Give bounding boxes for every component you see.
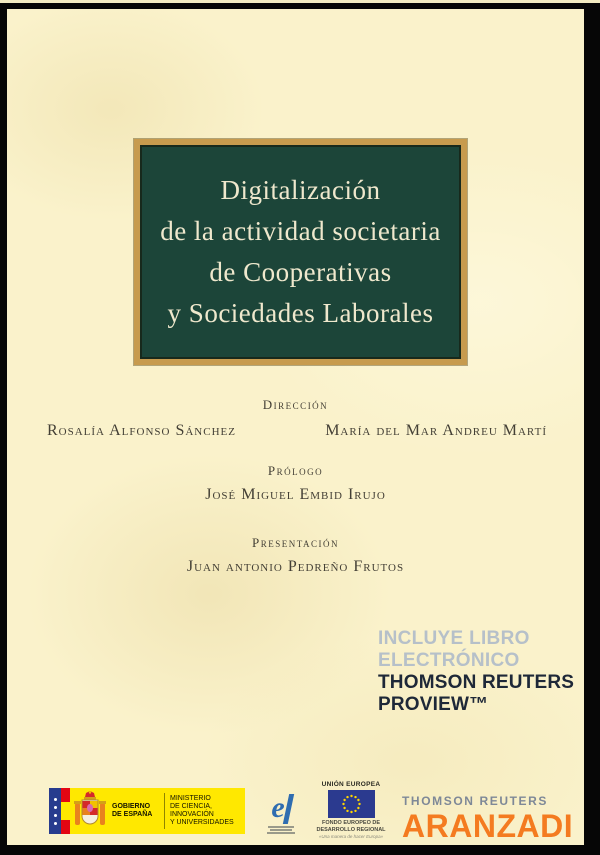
publisher-logo (402, 794, 573, 843)
aei-logo-icon (258, 793, 304, 841)
eu-slogan: «Una manera de hacer Europa» (318, 834, 384, 839)
direction-label: Dirección (262, 397, 329, 412)
union-europea-logo (316, 781, 386, 839)
ministry-name (167, 788, 245, 834)
top-edge-hairline (0, 0, 600, 3)
proview-incluye-line-2: ELECTRÓNICO (378, 650, 520, 671)
eu-stars-strip-icon (49, 788, 61, 834)
book-title-line-4: y Sociedades Laborales (167, 298, 434, 328)
book-title-line-3: de Cooperativas (209, 257, 392, 287)
prologue-author: José Miguel Embid Irujo (205, 486, 386, 503)
ministry-name-line-2: DE CIENCIA, INNOVACIÓN (170, 803, 214, 818)
proview-thomson-reuters: THOMSON REUTERS (378, 672, 575, 693)
government-name (110, 788, 162, 834)
gov-ministry-divider (164, 793, 165, 829)
eu-label: UNIÓN EUROPEA (321, 781, 381, 788)
eu-fund-line-1: FONDO EUROPEO DE (321, 820, 381, 826)
aei-e-glyph-icon: e (271, 791, 285, 824)
book-title-line-2: de la actividad societaria (160, 216, 441, 246)
presentation-author: Juan antonio Pedreño Frutos (186, 558, 405, 575)
presentation-label: Presentación (251, 535, 339, 550)
director-name-1: Rosalía Alfonso Sánchez (47, 422, 236, 439)
book-title-line-1: Digitalización (220, 175, 381, 205)
title-box (134, 139, 467, 365)
aei-caption-line (267, 832, 295, 834)
eu-fund-line-2: DESARROLLO REGIONAL (316, 826, 386, 833)
director-name-2: María del Mar Andreu Martí (325, 422, 547, 439)
book-cover (7, 9, 584, 845)
aei-caption-line (268, 826, 294, 828)
publisher-name: ARANZADI (402, 808, 574, 844)
prologue-label: Prólogo (267, 463, 324, 478)
directors-row (47, 422, 547, 440)
eu-flag-icon (328, 790, 375, 818)
ministry-name-line-1: MINISTERIO (170, 795, 211, 802)
government-name-line-2: DE ESPAÑA (112, 811, 153, 818)
proview-incluye-line-1: INCLUYE LIBRO (378, 628, 530, 649)
government-name-line-1: GOBIERNO (112, 803, 151, 810)
ministry-name-line-3: Y UNIVERSIDADES (170, 819, 234, 826)
proview-block (378, 628, 578, 716)
coat-of-arms-icon (70, 788, 110, 834)
spain-flag-icon (61, 788, 70, 834)
proview-name: PROVIEW™ (378, 694, 489, 715)
publisher-brand: THOMSON REUTERS (402, 794, 549, 808)
gobierno-espana-logo (49, 788, 245, 834)
aei-caption-line (270, 829, 292, 831)
